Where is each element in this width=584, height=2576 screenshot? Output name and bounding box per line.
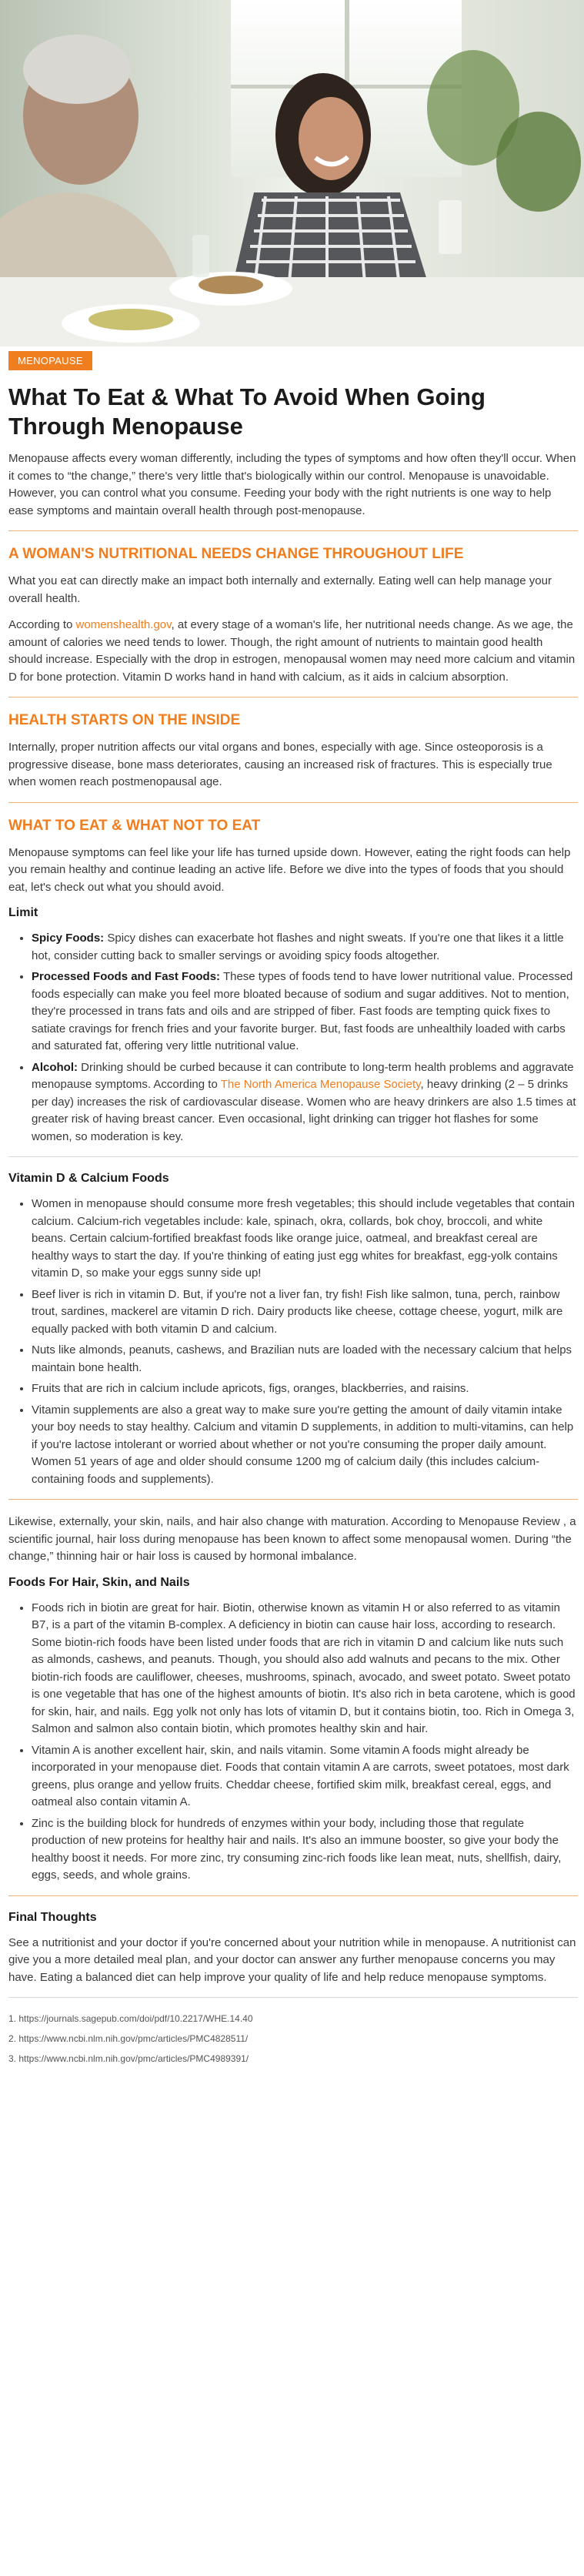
vitamin-d-calcium-heading: Vitamin D & Calcium Foods	[8, 1172, 169, 1185]
final-thoughts-paragraph: See a nutritionist and your doctor if you're concerned about your nutrition while in menopause. A nutritionist can give you a more detailed meal plan, and your doctor can answer any further menopause concerns you may have. Eating a balanced diet can help improve your quality of life and help reduce menopause symptoms.	[8, 1935, 576, 1984]
item-text: Spicy dishes can exacerbate hot flashes and night sweats. If you're one that likes it a little hot, consider cutting back to smaller servings or avoiding spicy foods altogether.	[32, 932, 564, 962]
section-heading-what-to-eat: WHAT TO EAT & WHAT NOT TO EAT	[8, 817, 261, 834]
text-fragment: , at every stage of a woman's life, her nutritional needs change. As we age, the amount of calories we need tends to lower. Though, the right amount of nutrients to maintain good health should increase. Especially with the drop in estrogen, menopausal women may need more calcium and vitamin D for bone protection. Vitamin D works hand in hand with calcium, as it aids in calcium absorption.	[8, 618, 576, 684]
limit-heading: Limit	[8, 906, 38, 919]
section-divider	[8, 530, 578, 531]
text-fragment: According to	[8, 618, 76, 631]
what-to-eat-paragraph: Menopause symptoms can feel like your life has turned upside down. However, eating the right foods can help you remain healthy and continue leading an active life. Before we dive into the types of foods that you should eat, let's check out what you should avoid.	[8, 845, 571, 894]
list-item: • Fruits that are rich in calcium include apricots, figs, oranges, blackberries, and raisins.	[32, 1380, 578, 1398]
health-inside-paragraph: Internally, proper nutrition affects our vital organs and bones, especially with age. Since osteoporosis is a progressive disease, bone mass deteriorates, causing an increased risk of fractures. This is especially true when women reach postmenopausal age.	[8, 741, 552, 788]
list-item: • Nuts like almonds, peanuts, cashews, and Brazilian nuts are loaded with the necessary calcium that helps maintain bone health.	[32, 1342, 578, 1377]
hero-image	[0, 0, 584, 346]
list-item: • Vitamin supplements are also a great way to make sure you're getting the amount of daily vitamin intake your boy needs to stay healthy. Calcium and vitamin D supplements, in addition to multi-vitamins, can help if you're lactose intolerant or worried about whether or not you're consuming the proper daily amount. Women 51 years of age and older should consume 1200 mg of calcium daily (this includes calcium-containing foods and supplements).	[32, 1402, 578, 1489]
item-label: Processed Foods and Fast Foods:	[32, 970, 221, 983]
references-list	[8, 2012, 578, 2066]
list-item: • Vitamin A is another excellent hair, skin, and nails vitamin. Some vitamin A foods might already be incorporated in your menopause diet. Foods that contain vitamin A are carrots, sweet potatoes, most dark greens, plus orange and yellow fruits. Cheddar cheese, fortified skim milk, breakfast cereal, eggs, and oatmeal also contain vitamin A.	[32, 1742, 578, 1812]
section-heading-nutritional-needs: A WOMAN'S NUTRITIONAL NEEDS CHANGE THROUGHOUT LIFE	[8, 546, 464, 562]
external-change-paragraph: Likewise, externally, your skin, nails, and hair also change with maturation. According to Menopause Review , a scientific journal, hair loss during menopause has been known to affect some menopausal women. During “the change,” thinning hair or hair loss is caused by hormonal imbalance.	[8, 1515, 576, 1563]
list-item	[32, 1059, 578, 1146]
hair-skin-nails-heading: Foods For Hair, Skin, and Nails	[8, 1575, 190, 1589]
limit-list	[8, 930, 578, 1146]
nutritional-needs-paragraph-1: What you eat can directly make an impact both internally and externally. Eating well can help manage your overall health.	[8, 574, 552, 605]
article-title: What To Eat & What To Avoid When Going Through Menopause	[8, 383, 486, 440]
item-label: Spicy Foods:	[32, 932, 105, 945]
item-text: , heavy drinking (2 – 5 drinks per day) increases the risk of cardiovascular disease. Women who are heavy drinkers are also 1.5 times at greater risk of having breast cancer. Even occasional, light drinking can trigger hot flashes for some women, so moderation is key.	[32, 1078, 576, 1143]
list-item: • Zinc is the building block for hundreds of enzymes within your body, including those that regulate production of new proteins for healthy hair and nails. It's also an immune booster, so give your body the healthy boost it needs. For more zinc, try consuming zinc-rich foods like lean meat, nuts, shellfish, dairy, eggs, seeds, and whole grains.	[32, 1815, 578, 1885]
menopause-society-link[interactable]: The North America Menopause Society	[220, 1078, 421, 1091]
item-text: Drinking should be curbed because it can contribute to long-term health problems and aggravate menopause symptoms. According to	[32, 1060, 574, 1091]
hair-skin-nails-list	[8, 1600, 578, 1885]
intro-paragraph: Menopause affects every woman differently, including the types of symptoms and how often they'll occur. When it comes to “the change,” there's very little that's biologically within our control. Menopause is unavoidable. However, you can control what you consume. Feeding your body with the right nutrients is one way to help ease symptoms and maintain overall health through post-menopause.	[8, 452, 576, 517]
section-divider	[8, 1997, 578, 1998]
item-text: These types of foods tend to have lower nutritional value. Processed foods especially can make you feel more bloated because of sodium and sugar additives. Not to mention, they're processed in trans fats and oils and are stripped of fiber. Fast foods are tempting quick fixes to satiate cravings for french fries and your favorite burger. But, fast foods are unhealthily loaded with carbs and saturated fat, offering very little nutritional value.	[32, 970, 573, 1052]
category-tag[interactable]: MENOPAUSE	[8, 351, 92, 370]
nutritional-needs-paragraph-2	[8, 617, 578, 686]
hero-illustration	[0, 0, 584, 346]
list-item: • Women in menopause should consume more fresh vegetables; this should include vegetables that contain calcium. Calcium-rich vegetables include: kale, spinach, okra, collards, bok choy, broccoli, and white beans. Certain calcium-fortified breakfast foods like orange juice, oatmeal, and breakfast cereal are healthy ways to start the day. If you're thinking of eating just egg whites for breakfast, egg-yolk contains vitamin D, so make your eggs sunny side up!	[32, 1196, 578, 1283]
section-divider	[8, 1156, 578, 1157]
section-heading-health-inside: HEALTH STARTS ON THE INSIDE	[8, 712, 241, 728]
section-divider	[8, 1895, 578, 1896]
list-item: • Beef liver is rich in vitamin D. But, if you're not a liver fan, try fish! Fish like salmon, tuna, perch, rainbow trout, sardines, mackerel are vitamin D rich. Dairy products like cheese, cottage cheese, yogurt, milk are equally packed with both vitamin D and calcium.	[32, 1286, 578, 1339]
section-divider	[8, 1499, 578, 1500]
reference-link[interactable]: 1. https://journals.sagepub.com/doi/pdf/10.2217/WHE.14.40	[8, 2013, 253, 2024]
final-thoughts-heading: Final Thoughts	[8, 1910, 97, 1924]
reference-link[interactable]: 2. https://www.ncbi.nlm.nih.gov/pmc/articles/PMC4828511/	[8, 2033, 249, 2044]
section-divider	[8, 802, 578, 803]
list-item	[32, 930, 578, 965]
section-divider	[8, 697, 578, 698]
article-content	[8, 351, 578, 2072]
list-item	[32, 969, 578, 1055]
list-item: • Foods rich in biotin are great for hair. Biotin, otherwise known as vitamin H or also referred to as vitamin B7, is a part of the vitamin B-complex. A deficiency in biotin can cause hair loss, according to research. Some biotin-rich foods have been listed under foods that are rich in vitamin D and calcium like nuts such as almonds, cashews, and peanuts. Though, you should also add walnuts and pecans to the mix. Other biotin-rich foods are cauliflower, cheeses, mushrooms, spinach, avocado, and sweet potato. Sweet potato is one vegetable that has one of the highest amounts of biotin. It's also rich in beta carotene, which is good for skin, hair, and nails. Egg yolk not only has lots of vitamin D, but it contains biotin, too. Rich in Omega 3, Salmon and salmon also contain biotin, which promotes healthy skin and hair.	[32, 1600, 578, 1738]
womenshealth-link[interactable]: womenshealth.gov	[75, 618, 172, 631]
reference-link[interactable]: 3. https://www.ncbi.nlm.nih.gov/pmc/articles/PMC4989391/	[8, 2053, 249, 2064]
item-label: Alcohol:	[32, 1060, 78, 1074]
vitamin-d-calcium-list	[8, 1196, 578, 1488]
